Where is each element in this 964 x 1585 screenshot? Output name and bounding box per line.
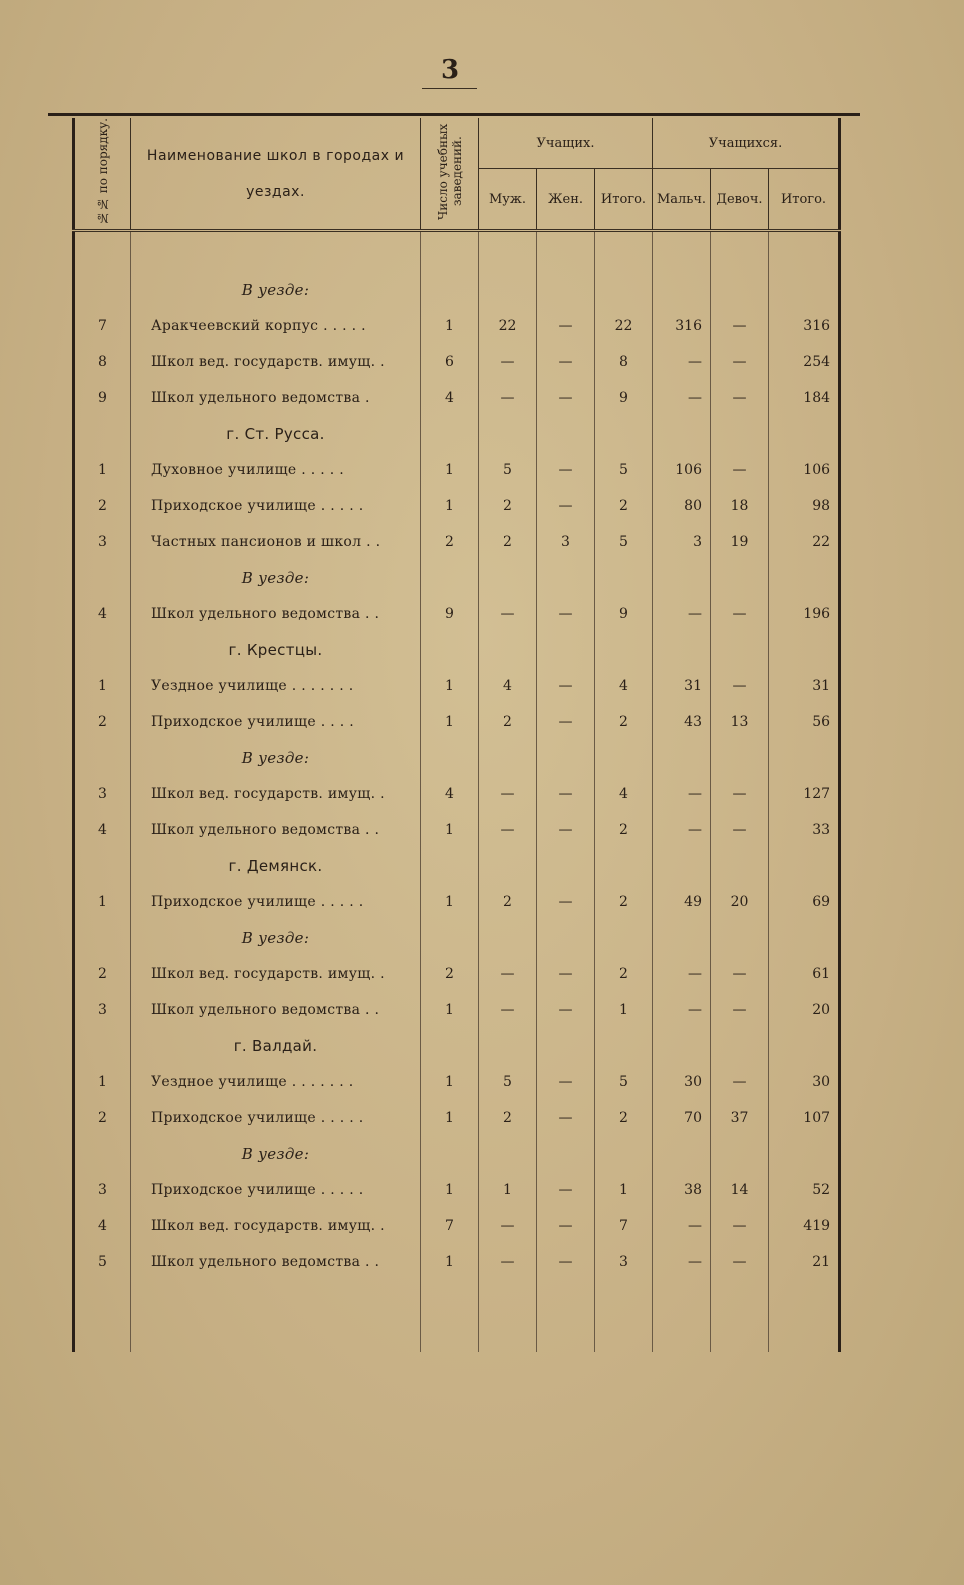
school-count: 1 xyxy=(421,1064,479,1100)
table-row xyxy=(74,668,840,704)
row-number: 2 xyxy=(74,1100,131,1136)
students-girls: 37 xyxy=(711,1100,769,1136)
teachers-male: — xyxy=(479,812,537,848)
teachers-male: 4 xyxy=(479,668,537,704)
school-count: 4 xyxy=(421,380,479,416)
row-number: 4 xyxy=(74,812,131,848)
students-girls xyxy=(711,920,769,956)
teachers-total: 22 xyxy=(595,308,653,344)
students-girls: — xyxy=(711,956,769,992)
subsection-heading-row xyxy=(74,1136,840,1172)
students-total: 20 xyxy=(769,992,840,1028)
row-number: 1 xyxy=(74,668,131,704)
teachers-total: 2 xyxy=(595,812,653,848)
header-students-girls: Девоч. xyxy=(711,169,769,231)
students-boys: — xyxy=(653,776,711,812)
row-number xyxy=(74,1136,131,1172)
school-name: Приходское училище . . . . . xyxy=(131,488,421,524)
teachers-male: — xyxy=(479,344,537,380)
teachers-female xyxy=(537,560,595,596)
row-number: 1 xyxy=(74,1064,131,1100)
header-teachers-male: Муж. xyxy=(479,169,537,231)
row-number: 2 xyxy=(74,704,131,740)
students-total: 69 xyxy=(769,884,840,920)
school-name: Уездное училище . . . . . . . xyxy=(131,668,421,704)
students-total xyxy=(769,920,840,956)
students-total xyxy=(769,272,840,308)
school-name: Школ удельного ведомства . . xyxy=(131,596,421,632)
students-boys: 80 xyxy=(653,488,711,524)
teachers-total xyxy=(595,632,653,668)
teachers-male: 5 xyxy=(479,1064,537,1100)
row-number xyxy=(74,848,131,884)
teachers-male: 2 xyxy=(479,524,537,560)
teachers-total: 1 xyxy=(595,1172,653,1208)
students-girls: 19 xyxy=(711,524,769,560)
table-row xyxy=(74,884,840,920)
students-girls: 18 xyxy=(711,488,769,524)
teachers-female: — xyxy=(537,308,595,344)
students-girls: — xyxy=(711,596,769,632)
table-row xyxy=(74,1208,840,1244)
spacer-row xyxy=(74,1280,840,1352)
school-count: 2 xyxy=(421,956,479,992)
school-name: Школ удельного ведомства . . xyxy=(131,992,421,1028)
teachers-female: — xyxy=(537,1244,595,1280)
section-heading-row xyxy=(74,632,840,668)
teachers-female: — xyxy=(537,704,595,740)
school-name: г. Валдай. xyxy=(131,1028,421,1064)
teachers-male xyxy=(479,1028,537,1064)
students-girls xyxy=(711,1136,769,1172)
students-girls: — xyxy=(711,380,769,416)
students-girls: — xyxy=(711,668,769,704)
teachers-female: — xyxy=(537,1172,595,1208)
row-number: 2 xyxy=(74,956,131,992)
students-boys xyxy=(653,920,711,956)
students-boys xyxy=(653,740,711,776)
teachers-female: — xyxy=(537,488,595,524)
teachers-female xyxy=(537,1136,595,1172)
section-heading-row xyxy=(74,848,840,884)
students-total: 106 xyxy=(769,452,840,488)
teachers-total xyxy=(595,1136,653,1172)
row-number: 5 xyxy=(74,1244,131,1280)
school-count xyxy=(421,632,479,668)
school-count: 1 xyxy=(421,992,479,1028)
students-total: 107 xyxy=(769,1100,840,1136)
teachers-male: — xyxy=(479,596,537,632)
teachers-male: 2 xyxy=(479,884,537,920)
teachers-total xyxy=(595,416,653,452)
school-count: 7 xyxy=(421,1208,479,1244)
teachers-total: 8 xyxy=(595,344,653,380)
students-girls xyxy=(711,560,769,596)
row-number xyxy=(74,272,131,308)
table-row xyxy=(74,1244,840,1280)
students-total: 30 xyxy=(769,1064,840,1100)
students-boys: 31 xyxy=(653,668,711,704)
students-girls: 20 xyxy=(711,884,769,920)
teachers-female xyxy=(537,416,595,452)
students-boys: — xyxy=(653,956,711,992)
school-name: Духовное училище . . . . . xyxy=(131,452,421,488)
teachers-male xyxy=(479,416,537,452)
teachers-total: 2 xyxy=(595,488,653,524)
school-name: Школ удельного ведомства . . xyxy=(131,812,421,848)
teachers-total xyxy=(595,740,653,776)
teachers-female: — xyxy=(537,380,595,416)
school-count: 4 xyxy=(421,776,479,812)
teachers-total: 2 xyxy=(595,1100,653,1136)
teachers-total xyxy=(595,560,653,596)
row-number: 3 xyxy=(74,524,131,560)
teachers-total: 5 xyxy=(595,452,653,488)
school-count: 6 xyxy=(421,344,479,380)
students-boys: 49 xyxy=(653,884,711,920)
students-girls: — xyxy=(711,452,769,488)
table-row xyxy=(74,1064,840,1100)
students-total: 33 xyxy=(769,812,840,848)
school-name: г. Крестцы. xyxy=(131,632,421,668)
teachers-male xyxy=(479,1136,537,1172)
teachers-male xyxy=(479,740,537,776)
students-girls: 14 xyxy=(711,1172,769,1208)
teachers-female xyxy=(537,848,595,884)
table-row xyxy=(74,380,840,416)
students-total xyxy=(769,1028,840,1064)
teachers-male: — xyxy=(479,992,537,1028)
table-row xyxy=(74,776,840,812)
header-teachers-female: Жен. xyxy=(537,169,595,231)
header-count: Число учебных заведений. xyxy=(421,118,479,231)
school-count xyxy=(421,1028,479,1064)
school-name: Школ удельного ведомства . . xyxy=(131,1244,421,1280)
teachers-male: 5 xyxy=(479,452,537,488)
table-row xyxy=(74,1100,840,1136)
subsection-heading-row xyxy=(74,560,840,596)
teachers-male: 2 xyxy=(479,488,537,524)
students-girls xyxy=(711,416,769,452)
teachers-total: 5 xyxy=(595,1064,653,1100)
school-count xyxy=(421,740,479,776)
school-count: 2 xyxy=(421,524,479,560)
school-name: Аракчеевский корпус . . . . . xyxy=(131,308,421,344)
students-boys: 3 xyxy=(653,524,711,560)
school-count xyxy=(421,848,479,884)
teachers-female: — xyxy=(537,344,595,380)
teachers-male: 1 xyxy=(479,1172,537,1208)
page-number: 3 xyxy=(440,55,460,85)
school-name: Школ вед. государств. имущ. . xyxy=(131,956,421,992)
table-row xyxy=(74,344,840,380)
students-total xyxy=(769,632,840,668)
subsection-heading-row xyxy=(74,920,840,956)
school-name: Приходское училище . . . . . xyxy=(131,1100,421,1136)
students-total: 98 xyxy=(769,488,840,524)
school-count xyxy=(421,416,479,452)
students-boys xyxy=(653,1028,711,1064)
page-number-rule xyxy=(422,88,477,89)
teachers-total: 2 xyxy=(595,884,653,920)
students-girls: — xyxy=(711,812,769,848)
school-name: Приходское училище . . . . xyxy=(131,704,421,740)
school-name: В уезде: xyxy=(131,1136,421,1172)
teachers-female: — xyxy=(537,1100,595,1136)
students-boys: — xyxy=(653,1244,711,1280)
students-total xyxy=(769,848,840,884)
row-number: 8 xyxy=(74,344,131,380)
school-name: Школ вед. государств. имущ. . xyxy=(131,344,421,380)
students-total xyxy=(769,416,840,452)
teachers-total: 9 xyxy=(595,380,653,416)
table-row xyxy=(74,452,840,488)
school-count: 1 xyxy=(421,704,479,740)
header-students-boys: Мальч. xyxy=(653,169,711,231)
teachers-female: — xyxy=(537,776,595,812)
table-row xyxy=(74,308,840,344)
row-number: 9 xyxy=(74,380,131,416)
teachers-male: 2 xyxy=(479,704,537,740)
teachers-male xyxy=(479,848,537,884)
students-boys: — xyxy=(653,992,711,1028)
teachers-female: — xyxy=(537,884,595,920)
row-number: 1 xyxy=(74,452,131,488)
school-count xyxy=(421,560,479,596)
students-girls xyxy=(711,848,769,884)
students-boys: 70 xyxy=(653,1100,711,1136)
students-boys xyxy=(653,272,711,308)
teachers-female: — xyxy=(537,1208,595,1244)
students-total: 196 xyxy=(769,596,840,632)
students-boys: 106 xyxy=(653,452,711,488)
row-number: 3 xyxy=(74,776,131,812)
teachers-female: — xyxy=(537,812,595,848)
students-girls xyxy=(711,1028,769,1064)
teachers-female: 3 xyxy=(537,524,595,560)
table-row xyxy=(74,704,840,740)
header-students-total: Итого. xyxy=(769,169,840,231)
students-boys: — xyxy=(653,380,711,416)
students-girls xyxy=(711,272,769,308)
school-count xyxy=(421,920,479,956)
teachers-female: — xyxy=(537,1064,595,1100)
teachers-female xyxy=(537,1028,595,1064)
teachers-total: 3 xyxy=(595,1244,653,1280)
header-students: Учащихся. xyxy=(653,118,840,169)
row-number: 7 xyxy=(74,308,131,344)
row-number: 4 xyxy=(74,596,131,632)
row-number: 1 xyxy=(74,884,131,920)
students-boys: 30 xyxy=(653,1064,711,1100)
teachers-female: — xyxy=(537,992,595,1028)
teachers-total: 9 xyxy=(595,596,653,632)
students-girls xyxy=(711,632,769,668)
students-girls: — xyxy=(711,1208,769,1244)
students-girls: 13 xyxy=(711,704,769,740)
table-row xyxy=(74,1172,840,1208)
teachers-female xyxy=(537,632,595,668)
table-row xyxy=(74,596,840,632)
students-boys: 316 xyxy=(653,308,711,344)
table-row xyxy=(74,992,840,1028)
teachers-male xyxy=(479,920,537,956)
teachers-female xyxy=(537,740,595,776)
students-total xyxy=(769,1136,840,1172)
teachers-total: 5 xyxy=(595,524,653,560)
teachers-female: — xyxy=(537,956,595,992)
row-number: 3 xyxy=(74,992,131,1028)
school-count: 1 xyxy=(421,308,479,344)
students-total: 61 xyxy=(769,956,840,992)
teachers-male xyxy=(479,560,537,596)
header-teachers-total: Итого. xyxy=(595,169,653,231)
students-total: 127 xyxy=(769,776,840,812)
students-total: 22 xyxy=(769,524,840,560)
school-name: Уездное училище . . . . . . . xyxy=(131,1064,421,1100)
row-number: 4 xyxy=(74,1208,131,1244)
teachers-total: 2 xyxy=(595,704,653,740)
teachers-male: — xyxy=(479,1244,537,1280)
row-number xyxy=(74,560,131,596)
header-num: №№ по порядку. xyxy=(74,118,131,231)
teachers-female xyxy=(537,920,595,956)
teachers-female: — xyxy=(537,668,595,704)
school-count xyxy=(421,272,479,308)
header-name: Наименование школ в городах и уездах. xyxy=(131,118,421,231)
schools-table xyxy=(72,118,841,1352)
school-name: г. Демянск. xyxy=(131,848,421,884)
students-boys: — xyxy=(653,344,711,380)
table-body xyxy=(74,231,840,1353)
students-boys: 38 xyxy=(653,1172,711,1208)
teachers-total: 1 xyxy=(595,992,653,1028)
students-boys: 43 xyxy=(653,704,711,740)
students-boys xyxy=(653,560,711,596)
school-count: 1 xyxy=(421,1244,479,1280)
students-girls: — xyxy=(711,1064,769,1100)
students-boys: — xyxy=(653,596,711,632)
school-count: 1 xyxy=(421,1172,479,1208)
school-count: 1 xyxy=(421,452,479,488)
teachers-male: — xyxy=(479,380,537,416)
school-count: 1 xyxy=(421,1100,479,1136)
students-girls: — xyxy=(711,776,769,812)
teachers-female: — xyxy=(537,596,595,632)
students-boys xyxy=(653,416,711,452)
students-boys xyxy=(653,632,711,668)
section-heading-row xyxy=(74,416,840,452)
students-total: 21 xyxy=(769,1244,840,1280)
students-girls: — xyxy=(711,344,769,380)
students-total: 419 xyxy=(769,1208,840,1244)
school-name: Приходское училище . . . . . xyxy=(131,1172,421,1208)
school-name: Приходское училище . . . . . xyxy=(131,884,421,920)
subsection-heading-row xyxy=(74,272,840,308)
teachers-total: 7 xyxy=(595,1208,653,1244)
school-name: Частных пансионов и школ . . xyxy=(131,524,421,560)
teachers-total xyxy=(595,920,653,956)
teachers-total xyxy=(595,1028,653,1064)
table-row xyxy=(74,524,840,560)
teachers-total: 4 xyxy=(595,776,653,812)
school-count: 1 xyxy=(421,884,479,920)
teachers-male: — xyxy=(479,776,537,812)
section-heading-row xyxy=(74,1028,840,1064)
students-total: 184 xyxy=(769,380,840,416)
school-count: 1 xyxy=(421,812,479,848)
row-number xyxy=(74,920,131,956)
students-girls xyxy=(711,740,769,776)
row-number xyxy=(74,1028,131,1064)
students-girls: — xyxy=(711,1244,769,1280)
teachers-female xyxy=(537,272,595,308)
subsection-heading-row xyxy=(74,740,840,776)
school-name: В уезде: xyxy=(131,920,421,956)
students-boys: — xyxy=(653,812,711,848)
teachers-female: — xyxy=(537,452,595,488)
students-girls: — xyxy=(711,992,769,1028)
students-total xyxy=(769,740,840,776)
school-name: Школ вед. государств. имущ. . xyxy=(131,776,421,812)
teachers-total: 4 xyxy=(595,668,653,704)
school-count: 1 xyxy=(421,668,479,704)
row-number xyxy=(74,740,131,776)
students-boys xyxy=(653,848,711,884)
students-girls: — xyxy=(711,308,769,344)
school-name: В уезде: xyxy=(131,272,421,308)
teachers-male: 22 xyxy=(479,308,537,344)
spacer-row xyxy=(74,231,840,273)
school-name: В уезде: xyxy=(131,560,421,596)
students-boys: — xyxy=(653,1208,711,1244)
school-count: 1 xyxy=(421,488,479,524)
school-name: В уезде: xyxy=(131,740,421,776)
school-name: Школ вед. государств. имущ. . xyxy=(131,1208,421,1244)
teachers-total xyxy=(595,848,653,884)
teachers-male: 2 xyxy=(479,1100,537,1136)
row-number xyxy=(74,632,131,668)
students-boys xyxy=(653,1136,711,1172)
row-number: 3 xyxy=(74,1172,131,1208)
table-row xyxy=(74,812,840,848)
teachers-total xyxy=(595,272,653,308)
row-number xyxy=(74,416,131,452)
table-row xyxy=(74,488,840,524)
table-row xyxy=(74,956,840,992)
teachers-male: — xyxy=(479,1208,537,1244)
header-teachers: Учащих. xyxy=(479,118,653,169)
students-total: 31 xyxy=(769,668,840,704)
school-name: г. Ст. Русса. xyxy=(131,416,421,452)
teachers-total: 2 xyxy=(595,956,653,992)
school-name: Школ удельного ведомства . xyxy=(131,380,421,416)
students-total: 254 xyxy=(769,344,840,380)
students-total: 56 xyxy=(769,704,840,740)
students-total: 52 xyxy=(769,1172,840,1208)
row-number: 2 xyxy=(74,488,131,524)
students-total xyxy=(769,560,840,596)
teachers-male: — xyxy=(479,956,537,992)
teachers-male xyxy=(479,272,537,308)
teachers-male xyxy=(479,632,537,668)
students-total: 316 xyxy=(769,308,840,344)
school-count xyxy=(421,1136,479,1172)
school-count: 9 xyxy=(421,596,479,632)
